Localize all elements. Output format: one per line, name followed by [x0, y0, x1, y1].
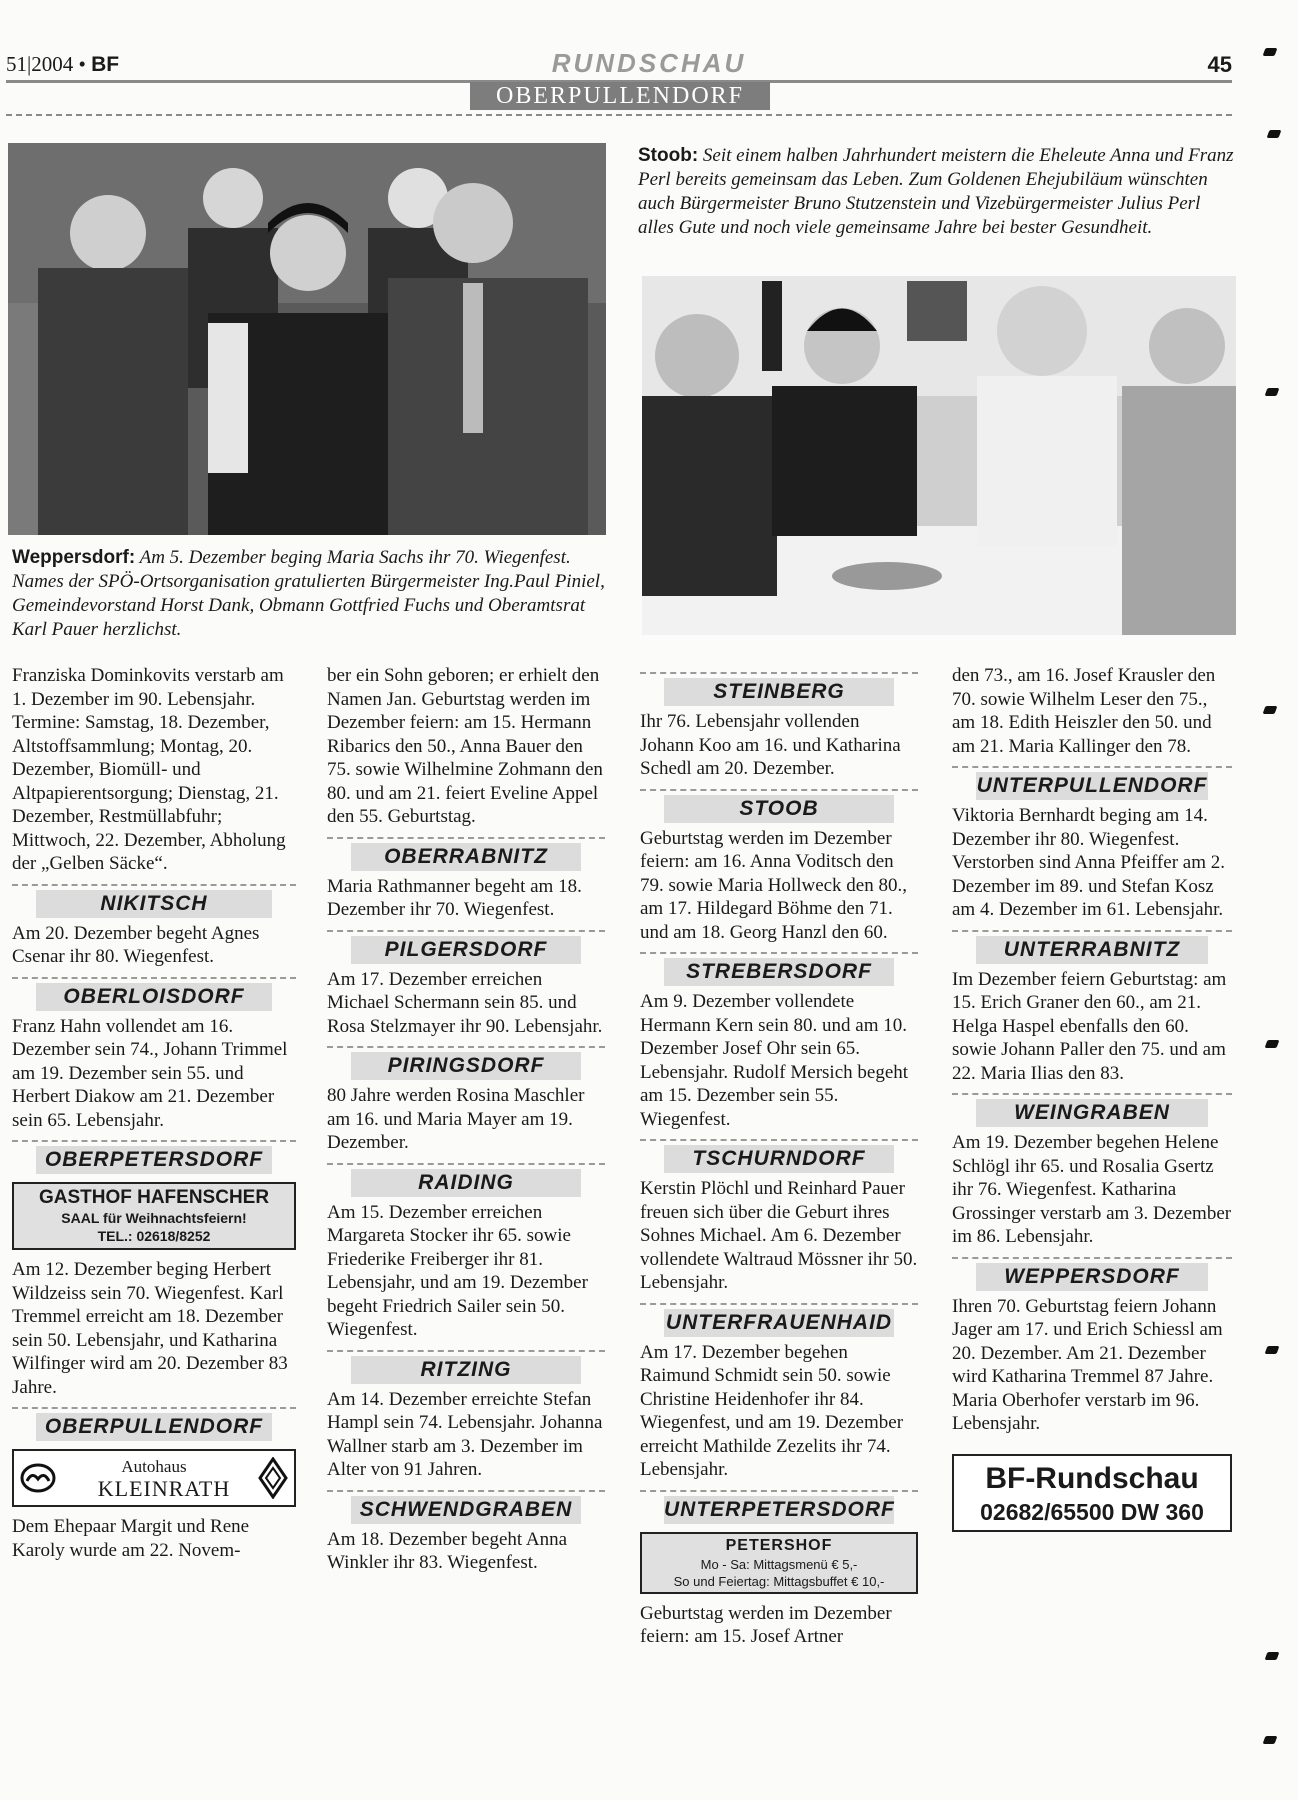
caption-place: Weppersdorf:	[12, 547, 136, 568]
article-text: Ihren 70. Geburtstag feiern Johann Jager am 17. und Erich Schiessl am 20. Dezember. Am 21. Dezember wird Katharina Tremmel 87 Jahre. Maria Oberhofer verstarb im 96. Lebensjahr.	[952, 1295, 1223, 1434]
scan-mark	[1265, 1652, 1280, 1660]
section-header	[640, 1139, 918, 1173]
photo-weppersdorf	[8, 143, 606, 535]
section-label: OBERLOISDORF	[36, 983, 272, 1011]
issue-number: 51|2004 •	[6, 52, 86, 76]
section-label: UNTERPULLENDORF	[976, 772, 1208, 800]
caption-weppersdorf	[12, 546, 606, 642]
advert-kleinrath	[12, 1449, 296, 1507]
section-label: UNTERFRAUENHAID	[664, 1309, 894, 1337]
section-header	[952, 930, 1232, 964]
section-header	[12, 884, 296, 918]
advert-petershof	[640, 1532, 918, 1594]
caption-place: Stoob:	[638, 145, 699, 166]
advert-line: So und Feiertag: Mittagsbuffet € 10,-	[673, 1573, 885, 1589]
section-label: WEPPERSDORF	[976, 1263, 1208, 1291]
scan-mark	[1265, 1346, 1280, 1354]
section-header	[952, 766, 1232, 800]
article-text: Im Dezember feiern Geburtstag: am 15. Erich Graner den 60., am 21. Helga Haspel ebenfalls den 60. sowie Johann Paller den 75. und am 22. Maria Ilias den 83.	[952, 968, 1227, 1084]
column-4	[952, 664, 1232, 1532]
section-header	[327, 837, 605, 871]
article-text: Dem Ehepaar Margit und Rene Karoly wurde am 22. Novem-	[12, 1516, 250, 1561]
article-text: Franziska Dominkovits verstarb am 1. Dezember im 90. Lebensjahr. Termine: Samstag, 18. Dezember, Altstoffsammlung; Montag, 20. Dezember, Biomüll- und Altpapierentsorgung; Dienstag, 21. Dezember, Restmüllabfuhr; Mittwoch, 22. Dezember, Abholung der „Gelben Säcke“.	[12, 665, 286, 874]
article-text: Maria Rathmanner begeht am 18. Dezember ihr 70. Wiegenfest.	[327, 875, 582, 920]
article-text: Am 17. Dezember begehen Raimund Schmidt sein 50. sowie Christine Heidenhofer ihr 84. Wiegenfest, und am 19. Dezember erreicht Mathilde Zezelits ihr 74. Lebensjahr.	[640, 1341, 904, 1480]
section-label: RAIDING	[351, 1169, 581, 1197]
section-header	[327, 1350, 605, 1384]
region-banner: OBERPULLENDORF	[470, 82, 770, 110]
section-header	[640, 672, 918, 706]
section-label: TSCHURNDORF	[664, 1145, 894, 1173]
article-text: Kerstin Plöchl und Reinhard Pauer freuen sich über die Geburt ihres Sohnes Michael. Am 6. Dezember vollendete Waltraud Mössner ihr 50. Lebensjahr.	[640, 1178, 918, 1293]
section-header	[952, 1257, 1232, 1291]
advert-hafenscher	[12, 1182, 296, 1250]
article-text: Am 12. Dezember beging Herbert Wildzeiss sein 70. Wiegenfest. Karl Tremmel erreicht am 18. Dezember sein 50. Lebensjahr, und Katharina Wilfinger wird am 20. Dezember 83 Jahre.	[12, 1259, 288, 1398]
article-text: Am 20. Dezember begeht Agnes Csenar ihr 80. Wiegenfest.	[12, 922, 260, 967]
advert-phone: 02682/65500 DW 360	[980, 1498, 1204, 1525]
scan-mark	[1263, 706, 1278, 714]
section-label: WEINGRABEN	[976, 1099, 1208, 1127]
section-label: RITZING	[351, 1356, 581, 1384]
section-label: PILGERSDORF	[351, 936, 581, 964]
section-header	[640, 952, 918, 986]
page-number: 45	[1207, 52, 1232, 77]
section-label: STREBERSDORF	[664, 958, 894, 986]
section-header	[12, 1407, 296, 1441]
column-3	[640, 672, 918, 1649]
advert-line: Mo - Sa: Mittagsmenü € 5,-	[700, 1556, 858, 1572]
mazda-logo-icon	[20, 1463, 56, 1493]
section-header	[327, 1046, 605, 1080]
article-text: Geburtstag werden im Dezember feiern: am 15. Josef Artner	[640, 1602, 892, 1647]
section-label: UNTERRABNITZ	[976, 936, 1208, 964]
article-text: Am 17. Dezember erreichen Michael Schermann sein 85. und Rosa Stelzmayer ihr 90. Lebensjahr.	[327, 968, 603, 1037]
section-header	[640, 789, 918, 823]
scan-mark	[1265, 1040, 1280, 1048]
article-text: Viktoria Bernhardt beging am 14. Dezember ihr 80. Wiegenfest. Verstorben sind Anna Pfeiffer am 2. Dezember im 89. und Stefan Kosz am 4. Dezember im 61. Lebensjahr.	[952, 805, 1225, 920]
publication-title: RUNDSCHAU	[551, 48, 747, 78]
advert-name: GASTHOF HAFENSCHER	[38, 1187, 270, 1208]
article-text: 80 Jahre werden Rosina Maschler am 16. und Maria Mayer am 19. Dezember.	[327, 1085, 585, 1153]
advert-phone: TEL.: 02618/8252	[97, 1228, 211, 1244]
section-header	[12, 977, 296, 1011]
photo-stoob	[642, 276, 1236, 635]
advert-line: Autohaus	[121, 1457, 187, 1476]
article-text: Am 9. Dezember vollendete Hermann Kern sein 80. und am 10. Dezember Josef Ohr sein 65. Lebensjahr. Rudolf Mersich begeht am 15. Dezember sein 55. Wiegenfest.	[640, 991, 909, 1130]
advert-line: SAAL für Weihnachtsfeiern!	[61, 1210, 247, 1226]
scan-mark	[1265, 388, 1280, 396]
section-label: STOOB	[664, 795, 894, 823]
article-text: Ihr 76. Lebensjahr vollenden Johann Koo am 16. und Katharina Schedl am 20. Dezember.	[640, 711, 901, 779]
section-label: NIKITSCH	[36, 890, 272, 918]
renault-logo-icon	[258, 1457, 288, 1499]
article-text: Franz Hahn vollendet am 16. Dezember sein 74., Johann Trimmel am 19. Dezember sein 55. und Herbert Diakow am 21. Dezember sein 65. Lebensjahr.	[12, 1015, 288, 1131]
article-text: Am 14. Dezember erreichte Stefan Hampl sein 74. Lebensjahr. Johanna Wallner starb am 3. Dezember im Alter von 91 Jahren.	[327, 1388, 603, 1480]
article-text: Am 19. Dezember begehen Helene Schlögl ihr 65. und Rosalia Gsertz ihr 76. Wiegenfest. Katharina Grossinger verstarb am 3. Dezember im 86. Lebensjahr.	[952, 1132, 1232, 1247]
section-header	[327, 930, 605, 964]
scan-mark	[1267, 130, 1282, 138]
brand-label: BF	[91, 53, 120, 76]
section-label: OBERPETERSDORF	[36, 1146, 272, 1174]
section-label: UNTERPETERSDORF	[664, 1496, 894, 1524]
section-label: OBERRABNITZ	[351, 843, 581, 871]
scan-mark	[1263, 1736, 1278, 1744]
advert-name: PETERSHOF	[725, 1536, 833, 1554]
section-header	[640, 1303, 918, 1337]
section-label: SCHWENDGRABEN	[351, 1496, 581, 1524]
section-header	[952, 1093, 1232, 1127]
article-text: den 73., am 16. Josef Krausler den 70. sowie Wilhelm Leser den 75., am 18. Edith Heiszler den 50. und am 21. Maria Kallinger den 78.	[952, 665, 1216, 757]
column-2	[327, 664, 605, 1575]
section-header	[12, 1140, 296, 1174]
caption-text: Seit einem halben Jahrhundert meistern die Eheleute Anna und Franz Perl bereits gemeinsam das Leben. Zum Goldenen Ehejubiläum wünschten auch Bürgermeister Bruno Stutzenstein und Vizebürgermeister Julius Perl alles Gute und noch viele gemeinsame Jahre bei bester Gesundheit.	[638, 145, 1234, 238]
section-header	[327, 1490, 605, 1524]
section-header	[640, 1490, 918, 1524]
section-header	[327, 1163, 605, 1197]
advert-bf-rundschau	[952, 1454, 1232, 1532]
caption-stoob	[638, 144, 1234, 240]
article-text: Am 15. Dezember erreichen Margareta Stocker ihr 65. sowie Friederike Freiberger ihr 81. Lebensjahr, und am 19. Dezember begeht Friedrich Sailer sein 50. Wiegenfest.	[327, 1201, 588, 1340]
advert-name: BF-Rundschau	[985, 1461, 1199, 1495]
article-text: ber ein Sohn geboren; er erhielt den Namen Jan. Geburtstag werden im Dezember feiern: am 15. Hermann Ribarics den 50., Anna Bauer den 75. sowie Wilhelmine Zohmann den 80. und am 21. feiert Eveline Appel den 55. Geburtstag.	[327, 665, 603, 827]
section-label: OBERPULLENDORF	[36, 1413, 272, 1441]
header-dashed-rule	[6, 114, 1232, 116]
caption-text: Am 5. Dezember beging Maria Sachs ihr 70. Wiegenfest. Names der SPÖ-Ortsorganisation gratulierten Bürgermeister Ing.Paul Piniel, Gemeindevorstand Horst Dank, Obmann Gottfried Fuchs und Oberamtsrat Karl Pauer herzlichst.	[12, 547, 605, 640]
column-1	[12, 664, 296, 1562]
advert-name: KLEINRATH	[97, 1476, 231, 1501]
article-text: Geburtstag werden im Dezember feiern: am 16. Anna Voditsch den 79. sowie Maria Hollweck den 80., am 17. Hildegard Böhme den 71. und am 18. Georg Hanzl den 60.	[640, 827, 907, 943]
article-text: Am 18. Dezember begeht Anna Winkler ihr 83. Wiegenfest.	[327, 1528, 568, 1573]
section-label: STEINBERG	[664, 678, 894, 706]
section-label: PIRINGSDORF	[351, 1052, 581, 1080]
